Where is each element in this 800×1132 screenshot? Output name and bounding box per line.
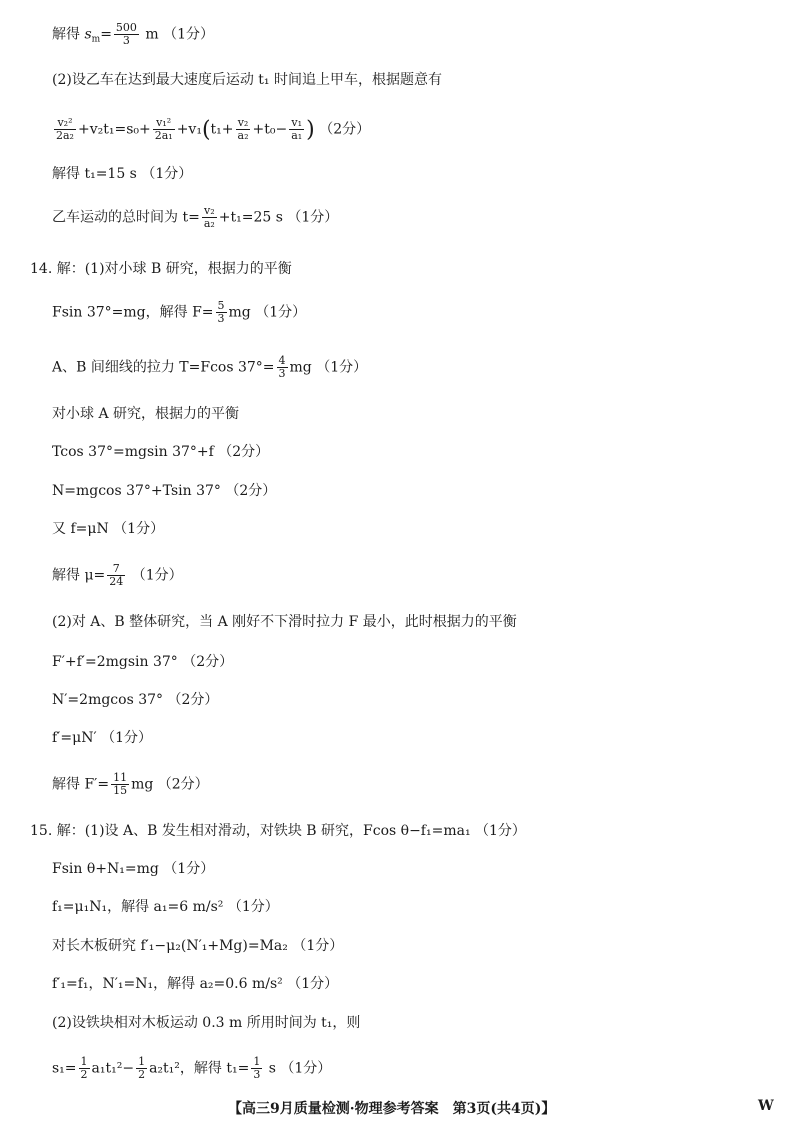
solution-line: N=mgcos 37°+Tsin 37° （2分） bbox=[52, 483, 277, 499]
solution-line: 对小球 A 研究，根据力的平衡 bbox=[52, 406, 240, 422]
solution-line: 解得 μ= $\frac{7}{24}$ （1分） bbox=[52, 562, 183, 588]
solution-line: s₁= $\frac{1}{2}$ a₁t₁²− $\frac{1}{2}$ a₂t₁²，解得 t₁= $\frac{1}{3}$ s （1分） bbox=[52, 1055, 332, 1081]
solution-line: Fsin 37°=mg，解得 F= $\frac{5}{3}$ mg （1分） bbox=[52, 299, 307, 325]
solution-line: F′+f′=2mgsin 37° （2分） bbox=[52, 654, 234, 670]
solution-line: 解得 F′= $\frac{11}{15}$ mg （2分） bbox=[52, 771, 209, 797]
solution-line: f′=μN′ （1分） bbox=[52, 730, 152, 746]
page-mark: W bbox=[758, 1098, 774, 1114]
solution-line: (2)设乙车在达到最大速度后运动 t₁ 时间追上甲车，根据题意有 bbox=[52, 72, 442, 88]
solution-line: Tcos 37°=mgsin 37°+f （2分） bbox=[52, 444, 270, 460]
question-heading: 15. 解：(1)设 A、B 发生相对滑动，对铁块 B 研究，Fcos θ−f₁=ma₁ （1分） bbox=[30, 823, 526, 839]
solution-line: 对长木板研究 f′₁−μ₂(N′₁+Mg)=Ma₂ （1分） bbox=[52, 938, 344, 954]
solution-line: f′₁=f₁，N′₁=N₁，解得 a₂=0.6 m/s² （1分） bbox=[52, 976, 339, 992]
solution-line: 又 f=μN （1分） bbox=[52, 521, 165, 537]
solution-line: A、B 间细线的拉力 T=Fcos 37°= $\frac{4}{3}$ mg （1分） bbox=[52, 354, 368, 380]
solution-line: 解得 $s_m=$ $\frac{500}{3}$ m （1分） bbox=[52, 21, 215, 47]
page-footer: 【高三9月质量检测·物理参考答案 第3页(共4页)】 bbox=[228, 1101, 556, 1117]
solution-line: 乙车运动的总时间为 t= $\frac{\text{v₂}}{\text{a₂}}$ +t₁=25 s （1分） bbox=[52, 204, 339, 230]
solution-line: Fsin θ+N₁=mg （1分） bbox=[52, 861, 215, 877]
solution-line: (2)设铁块相对木板运动 0.3 m 所用时间为 t₁，则 bbox=[52, 1015, 361, 1031]
solution-line: N′=2mgcos 37° （2分） bbox=[52, 692, 219, 708]
solution-line: f₁=μ₁N₁，解得 a₁=6 m/s² （1分） bbox=[52, 899, 279, 915]
equation-line: $\frac{\text{v₂²}}{\text{2a₂}}$ +v₂t₁=s₀+ $\frac{\text{v₁²}}{\text{2a₁}}$ +v₁(t₁+ $\frac{\text{v₂}}{\text{a₂}}$ +t₀− $\frac{\text{v₁}}{\text{a₁}}$ ) （2分） bbox=[56, 116, 371, 143]
solution-line: (2)对 A、B 整体研究，当 A 刚好不下滑时拉力 F 最小，此时根据力的平衡 bbox=[52, 614, 517, 630]
question-heading: 14. 解：(1)对小球 B 研究，根据力的平衡 bbox=[30, 261, 292, 277]
solution-line: 解得 t₁=15 s （1分） bbox=[52, 166, 193, 182]
